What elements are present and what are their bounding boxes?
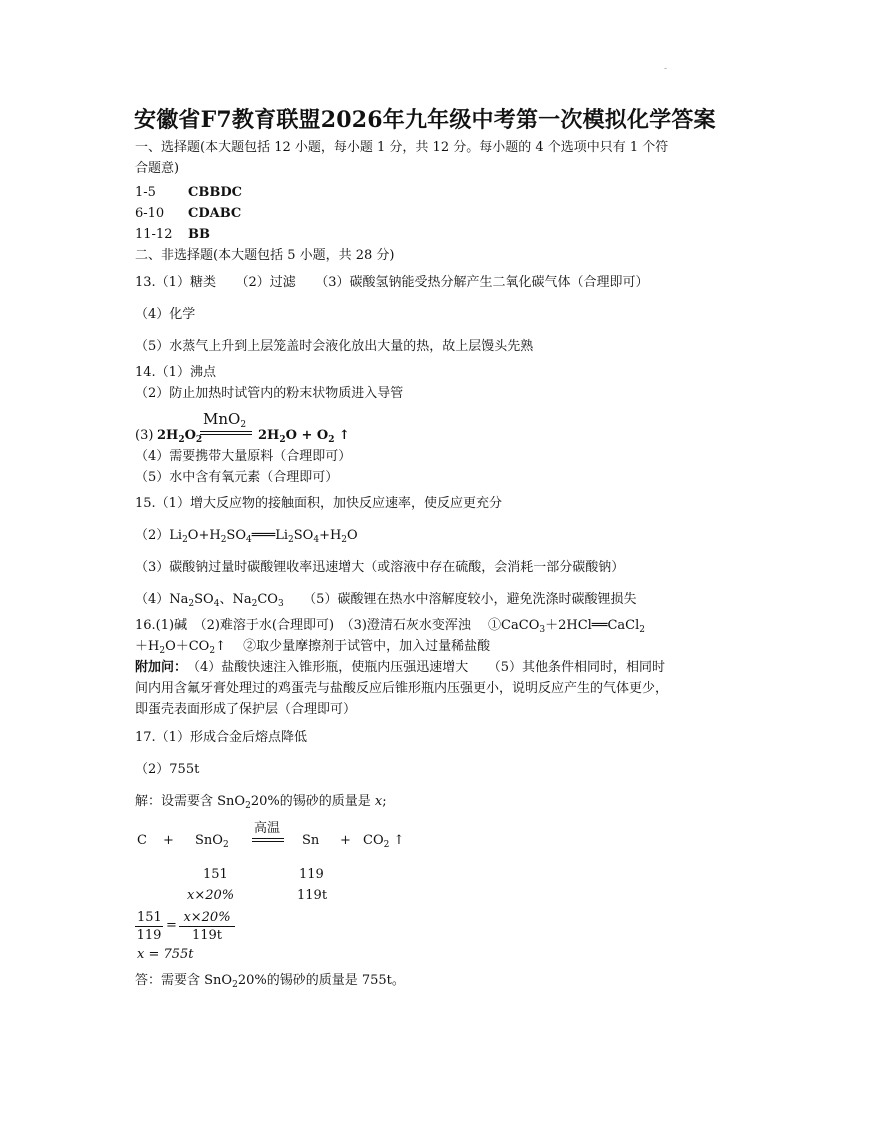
section2-heading: 二、非选择题(本大题包括 5 小题，共 28 分) bbox=[135, 248, 395, 263]
eq-plus: + bbox=[340, 833, 351, 848]
equation-line bbox=[252, 838, 284, 839]
q14-eq-prefix: (3) bbox=[135, 428, 154, 443]
section1-heading: 一、选择题(本大题包括 12 小题，每小题 1 分，共 12 分。每小题的 4 个选项中只有 1 个符 bbox=[135, 140, 669, 155]
ratio-left bbox=[135, 909, 163, 944]
section1-heading-cont: 合题意) bbox=[135, 161, 180, 176]
equation-line bbox=[200, 434, 252, 435]
q15-equation: $(2)Li_2O+H_2SO_4═══Li_2SO_4+H_2O$ bbox=[135, 528, 358, 545]
answer-range: 11-12 bbox=[135, 227, 173, 242]
ratio-right-num: x×20% bbox=[179, 909, 235, 927]
equation-line bbox=[200, 431, 252, 432]
q13-line: （4）化学 bbox=[135, 307, 196, 322]
eq-co2: $CO_2$ ↑ bbox=[363, 833, 405, 850]
mass-value: 151 bbox=[203, 867, 228, 882]
ratio-left-den: 119 bbox=[136, 928, 162, 943]
q13-line: （5）水蒸气上升到上层笼盖时会液化放出大量的热，故上层馒头先熟 bbox=[135, 339, 534, 354]
mass-value: 119t bbox=[297, 888, 328, 903]
q15-line: $(4)Na_2SO_4$、$Na_2CO_3$ （5）碳酸锂在热水中溶解度较小，避免洗涤时碳酸锂损失 bbox=[135, 592, 637, 609]
q14-line: 14.（1）沸点 bbox=[135, 365, 216, 380]
q13-line: 13.（1）糖类 （2）过滤 （3）碳酸氢钠能受热分解产生二氧化碳气体（合理即可） bbox=[135, 275, 649, 290]
q14-line: （5）水中含有氧元素（合理即可） bbox=[135, 470, 339, 485]
eq-sno2: SnO$_2$ bbox=[195, 833, 229, 850]
q17-line: （2）755t bbox=[135, 762, 200, 777]
result: x = 755t bbox=[137, 947, 194, 962]
final-answer: 答：需要含 SnO$_2$20%的锡砂的质量是 755t。 bbox=[135, 973, 405, 990]
answer-letters: CBBDC bbox=[188, 185, 242, 200]
ratio-equals: = bbox=[166, 918, 177, 933]
eq-condition: 高温 bbox=[254, 821, 281, 836]
q15-line: 15.（1）增大反应物的接触面积，加快反应速率，使反应更充分 bbox=[135, 496, 502, 511]
answer-letters: BB bbox=[188, 227, 210, 242]
eq-plus: + bbox=[163, 833, 174, 848]
corner-mark: - bbox=[664, 64, 668, 74]
equation-line bbox=[252, 841, 284, 842]
ratio-right bbox=[179, 909, 235, 944]
ratio-right-den: 119t bbox=[191, 928, 223, 943]
extra-question-line: 间内用含氟牙膏处理过的鸡蛋壳与盐酸反应后锥形瓶内压强更小，说明反应产生的气体更少， bbox=[135, 681, 669, 696]
extra-question-line: 即蛋壳表面形成了保护层（合理即可） bbox=[135, 702, 357, 717]
q17-line: 17.（1）形成合金后熔点降低 bbox=[135, 730, 307, 745]
q17-solve: 解：设需要含 SnO$_2$20%的锡砂的质量是 x; bbox=[135, 794, 387, 811]
answer-range: 1-5 bbox=[135, 185, 156, 200]
q16-line: 16.(1)碱 （2)难溶于水(合理即可) （3)澄清石灰水变浑浊 ①CaCO$_3$＋2HCl══CaCl$_2$ bbox=[135, 618, 645, 635]
answer-range: 6-10 bbox=[135, 206, 165, 221]
q14-eq-left: $2H_2O_2$ bbox=[157, 428, 203, 445]
q14-eq-catalyst: MnO$_2$ bbox=[203, 410, 247, 430]
page-title: 安徽省F7教育联盟2026年九年级中考第一次模拟化学答案 bbox=[134, 107, 716, 133]
eq-sn: Sn bbox=[302, 833, 320, 848]
q14-line: （4）需要携带大量原料（合理即可） bbox=[135, 449, 352, 464]
q14-eq-right: $2H_2O + O_2$ ↑ bbox=[258, 428, 350, 445]
extra-question-label: 附加问： bbox=[135, 660, 188, 675]
answer-letters: CDABC bbox=[188, 206, 242, 221]
mass-value: 119 bbox=[299, 867, 324, 882]
extra-question-line: （4）盐酸快速注入锥形瓶，使瓶内压强迅速增大 （5）其他条件相同时，相同时 bbox=[187, 660, 666, 675]
q14-line: （2）防止加热时试管内的粉末状物质进入导管 bbox=[135, 386, 404, 401]
q16-line: $+H_2O+CO_2↑$ ②取少量摩擦剂于试管中，加入过量稀盐酸 bbox=[135, 639, 491, 656]
ratio-left-num: 151 bbox=[137, 910, 162, 925]
mass-value: x×20% bbox=[187, 888, 235, 903]
q15-line: （3）碳酸钠过量时碳酸锂收率迅速增大（或溶液中存在硫酸，会消耗一部分碳酸钠） bbox=[135, 560, 625, 575]
eq-c: C bbox=[137, 833, 147, 848]
